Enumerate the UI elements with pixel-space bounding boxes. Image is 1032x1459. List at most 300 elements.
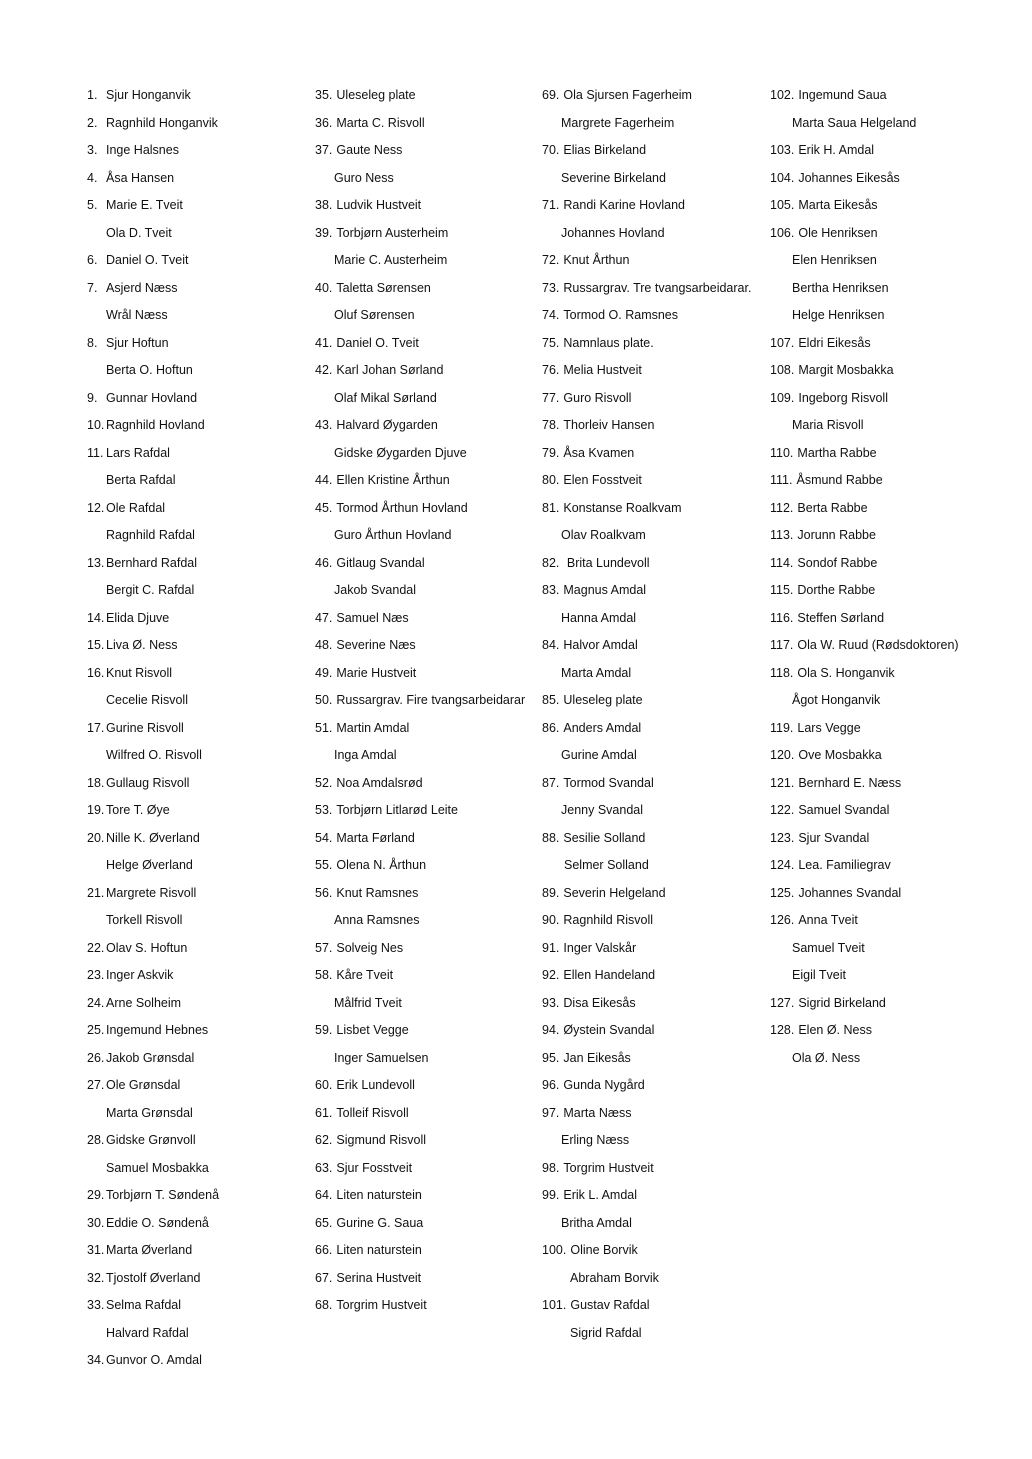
entry-number: 47. [315, 610, 333, 625]
entry-name: Selmer Solland [564, 858, 649, 872]
entry-number: 38. [315, 198, 333, 212]
list-item [542, 196, 757, 214]
list-item [542, 1021, 757, 1039]
list-item [542, 306, 757, 324]
list-item [315, 306, 530, 324]
entry-name: Uleseleg plate [563, 693, 643, 707]
list-item [542, 911, 757, 929]
list-item [315, 1186, 530, 1204]
entry-number: 92. [542, 968, 560, 982]
list-item [770, 114, 985, 132]
entry-name: Jakob Svandal [334, 583, 417, 597]
entry-name: Margit Mosbakka [798, 363, 894, 377]
list-item [315, 1159, 530, 1177]
list-item [315, 471, 530, 489]
list-item [770, 966, 985, 984]
list-item [770, 746, 985, 764]
entry-name: Sigrid Birkeland [798, 995, 886, 1010]
entry-name: Nille K. Øverland [106, 830, 200, 845]
list-item [770, 911, 985, 929]
entry-name: Ola Sjursen Fagerheim [563, 88, 692, 102]
entry-name: Ragnhild Honganvik [106, 115, 218, 130]
entry-number: 103. [770, 143, 795, 157]
list-item [87, 334, 302, 352]
entry-number: 76. [542, 363, 560, 377]
entry-number: 49. [315, 665, 333, 680]
entry-name: Tormod O. Ramsnes [563, 308, 679, 322]
entry-number: 86. [542, 720, 560, 735]
entry-name: Erik H. Amdal [798, 143, 875, 157]
list-item [770, 664, 985, 682]
entry-name: Gitlaug Svandal [336, 555, 425, 570]
entry-number: 84. [542, 638, 560, 652]
entry-name: Jan Eikesås [563, 1050, 631, 1065]
entry-name: Bergit C. Rafdal [106, 583, 195, 597]
list-item [542, 1296, 757, 1314]
entry-number: 27. [87, 1078, 105, 1092]
list-item [87, 114, 302, 132]
entry-name: Ellen Kristine Årthun [336, 473, 450, 487]
entry-number: 24. [87, 995, 105, 1010]
list-item [770, 581, 985, 599]
entry-name: Bernhard E. Næss [798, 775, 902, 790]
entry-name: Elias Birkeland [563, 143, 647, 157]
list-item [770, 636, 985, 654]
list-item [542, 691, 757, 709]
entry-number: 6. [87, 253, 98, 267]
list-item [315, 691, 530, 709]
list-item [315, 1104, 530, 1122]
list-item [770, 251, 985, 269]
entry-name: Johannes Eikesås [798, 170, 900, 185]
list-item [315, 1049, 530, 1067]
entry-number: 80. [542, 473, 560, 487]
entry-name: Gidske Øygarden Djuve [334, 445, 467, 460]
entry-number: 40. [315, 280, 333, 295]
entry-number: 124. [770, 858, 795, 872]
entry-name: Gurine Risvoll [106, 720, 184, 735]
entry-number: 43. [315, 418, 333, 432]
entry-name: Ola S. Honganvik [797, 665, 895, 680]
entry-name: Torbjørn Austerheim [336, 225, 449, 240]
list-item [542, 801, 757, 819]
entry-name: Liva Ø. Ness [106, 638, 178, 652]
entry-number: 22. [87, 940, 105, 955]
entry-name: Tjostolf Øverland [106, 1270, 201, 1285]
list-item [315, 966, 530, 984]
entry-name: Tormod Årthun Hovland [336, 500, 468, 515]
entry-number: 55. [315, 858, 333, 872]
entry-name: Hanna Amdal [561, 610, 637, 625]
list-item [542, 1324, 757, 1342]
list-item [315, 169, 530, 187]
list-item [542, 1159, 757, 1177]
list-item [542, 471, 757, 489]
entry-name: Gunnar Hovland [106, 390, 198, 405]
entry-number: 19. [87, 803, 105, 817]
list-item [87, 196, 302, 214]
list-item [542, 609, 757, 627]
list-item [542, 884, 757, 902]
entry-name: Halvard Øygarden [336, 418, 438, 432]
list-item [542, 1131, 757, 1149]
entry-name: Ragnhild Hovland [106, 418, 205, 432]
entry-number: 3. [87, 143, 98, 157]
entry-number: 75. [542, 335, 560, 350]
entry-number: 44. [315, 473, 333, 487]
entry-name: Severin Helgeland [563, 885, 666, 900]
list-item [87, 499, 302, 517]
list-item [770, 361, 985, 379]
entry-name: Ragnhild Risvoll [563, 913, 654, 927]
list-item [87, 1324, 302, 1342]
list-item [87, 1214, 302, 1232]
entry-number: 89. [542, 885, 560, 900]
list-item [770, 774, 985, 792]
entry-name: Lisbet Vegge [336, 1023, 409, 1037]
entry-name: Oline Borvik [570, 1243, 638, 1257]
list-item [770, 884, 985, 902]
list-item [770, 334, 985, 352]
entry-number: 67. [315, 1270, 333, 1285]
entry-name: Ole Henriksen [798, 225, 878, 240]
entry-number: 18. [87, 775, 105, 790]
entry-name: Berta O. Hoftun [106, 363, 193, 377]
list-item [87, 939, 302, 957]
list-item [542, 664, 757, 682]
entry-number: 111. [770, 473, 793, 487]
entry-name: Russargrav. Tre tvangsarbeidarar. [563, 280, 752, 295]
entry-name: Margrete Fagerheim [561, 115, 675, 130]
entry-name: Erling Næss [561, 1133, 630, 1147]
list-item [315, 774, 530, 792]
list-item [87, 994, 302, 1012]
list-item [87, 581, 302, 599]
entry-number: 110. [770, 445, 794, 460]
entry-name: Guro Risvoll [563, 390, 632, 405]
entry-name: Torgrim Hustveit [563, 1160, 654, 1175]
entry-number: 30. [87, 1215, 105, 1230]
list-item [87, 719, 302, 737]
entry-number: 65. [315, 1215, 333, 1230]
entry-name: Erik Lundevoll [336, 1078, 415, 1092]
list-item [87, 279, 302, 297]
entry-name: Helge Henriksen [792, 308, 885, 322]
list-item [770, 471, 985, 489]
entry-number: 7. [87, 280, 98, 295]
list-item [315, 664, 530, 682]
list-item [87, 609, 302, 627]
list-item [87, 829, 302, 847]
entry-name: Ole Grønsdal [106, 1078, 181, 1092]
entry-name: Halvard Rafdal [106, 1325, 189, 1340]
list-item [87, 856, 302, 874]
entry-number: 58. [315, 968, 333, 982]
entry-name: Marta Næss [563, 1105, 632, 1120]
list-item [315, 86, 530, 104]
list-item [315, 141, 530, 159]
list-item [542, 856, 757, 874]
entry-number: 10. [87, 418, 105, 432]
list-item [542, 1214, 757, 1232]
entry-number: 100. [542, 1243, 567, 1257]
list-item [87, 526, 302, 544]
entry-number: 23. [87, 968, 105, 982]
list-item [87, 911, 302, 929]
list-item [87, 416, 302, 434]
entry-name: Olena N. Årthun [336, 858, 427, 872]
entry-name: Marta Grønsdal [106, 1105, 193, 1120]
entry-number: 69. [542, 88, 560, 102]
entry-number: 105. [770, 198, 795, 212]
list-item [542, 224, 757, 242]
entry-number: 28. [87, 1133, 105, 1147]
entry-name: Dorthe Rabbe [797, 583, 876, 597]
column-3 [542, 86, 757, 1351]
entry-name: Marie C. Austerheim [334, 253, 448, 267]
list-item [770, 939, 985, 957]
list-item [87, 1076, 302, 1094]
list-item [87, 1269, 302, 1287]
list-item [542, 499, 757, 517]
list-item [770, 416, 985, 434]
entry-name: Liten naturstein [336, 1243, 422, 1257]
list-item [542, 1269, 757, 1287]
entry-number: 123. [770, 830, 795, 845]
list-item [87, 1021, 302, 1039]
entry-name: Sigrid Rafdal [570, 1325, 642, 1340]
entry-name: Berta Rafdal [106, 473, 176, 487]
entry-name: Martin Amdal [336, 720, 410, 735]
entry-number: 107. [770, 335, 795, 350]
list-item [770, 306, 985, 324]
entry-number: 125. [770, 885, 795, 900]
entry-name: Anna Tveit [798, 913, 858, 927]
entry-name: Tolleif Risvoll [336, 1105, 409, 1120]
list-item [315, 1076, 530, 1094]
list-item [87, 224, 302, 242]
entry-number: 17. [87, 720, 105, 735]
entry-name: Åsa Kvamen [563, 445, 635, 460]
list-item [315, 911, 530, 929]
list-item [87, 746, 302, 764]
entry-number: 2. [87, 115, 98, 130]
entry-number: 126. [770, 913, 795, 927]
entry-name: Anna Ramsnes [334, 913, 420, 927]
list-item [542, 141, 757, 159]
entry-name: Brita Lundevoll [563, 555, 650, 570]
entry-number: 112. [770, 500, 794, 515]
entry-name: Ragnhild Rafdal [106, 528, 195, 542]
list-item [542, 636, 757, 654]
list-item [315, 746, 530, 764]
entry-name: Eigil Tveit [792, 968, 846, 982]
entry-name: Inger Valskår [563, 940, 637, 955]
entry-name: Samuel Næs [336, 610, 409, 625]
entry-name: Serina Hustveit [336, 1270, 422, 1285]
entry-number: 127. [770, 995, 795, 1010]
entry-name: Thorleiv Hansen [563, 418, 655, 432]
list-item [87, 444, 302, 462]
entry-number: 118. [770, 665, 794, 680]
list-item [542, 774, 757, 792]
entry-name: Marta Saua Helgeland [792, 115, 917, 130]
entry-name: Sondof Rabbe [797, 555, 878, 570]
entry-number: 78. [542, 418, 560, 432]
entry-number: 116. [770, 610, 794, 625]
list-item [315, 196, 530, 214]
entry-name: Tormod Svandal [563, 775, 654, 790]
list-item [315, 279, 530, 297]
list-item [87, 1049, 302, 1067]
entry-name: Inga Amdal [334, 748, 397, 762]
entry-number: 39. [315, 225, 333, 240]
entry-number: 88. [542, 830, 560, 845]
entry-name: Steffen Sørland [797, 610, 885, 625]
entry-name: Gustav Rafdal [570, 1298, 650, 1312]
entry-number: 50. [315, 693, 333, 707]
entry-number: 83. [542, 583, 560, 597]
entry-name: Sjur Honganvik [106, 88, 191, 102]
entry-name: Sjur Svandal [798, 830, 870, 845]
entry-name: Ingeborg Risvoll [798, 390, 888, 405]
entry-name: Ola D. Tveit [106, 225, 172, 240]
list-item [315, 554, 530, 572]
entry-name: Åsmund Rabbe [796, 473, 883, 487]
list-item [542, 1104, 757, 1122]
list-item [87, 86, 302, 104]
list-item [87, 361, 302, 379]
entry-name: Samuel Mosbakka [106, 1160, 209, 1175]
entry-name: Ingemund Saua [798, 88, 887, 102]
entry-name: Arne Solheim [106, 995, 182, 1010]
entry-number: 8. [87, 335, 98, 350]
list-item [542, 279, 757, 297]
list-item [315, 581, 530, 599]
entry-name: Marta Øverland [106, 1243, 193, 1257]
entry-number: 95. [542, 1050, 560, 1065]
list-item [770, 224, 985, 242]
entry-name: Gunvor O. Amdal [106, 1353, 202, 1367]
entry-number: 14. [87, 610, 105, 625]
entry-name: Russargrav. Fire tvangsarbeidarar [336, 693, 526, 707]
entry-name: Magnus Amdal [563, 583, 647, 597]
entry-name: Torbjørn T. Søndenå [106, 1188, 220, 1202]
list-item [770, 526, 985, 544]
entry-name: Gurine G. Saua [336, 1215, 424, 1230]
entry-number: 106. [770, 225, 795, 240]
list-item [542, 1241, 757, 1259]
entry-number: 60. [315, 1078, 333, 1092]
entry-name: Jorunn Rabbe [797, 528, 876, 542]
entry-name: Guro Årthun Hovland [334, 528, 452, 542]
column-2 [315, 86, 530, 1324]
entry-name: Elen Henriksen [792, 253, 877, 267]
list-item [315, 499, 530, 517]
entry-number: 33. [87, 1298, 105, 1312]
list-item [542, 966, 757, 984]
entry-name: Bertha Henriksen [792, 280, 889, 295]
entry-number: 91. [542, 940, 560, 955]
entry-name: Sigmund Risvoll [336, 1133, 427, 1147]
entry-number: 45. [315, 500, 333, 515]
list-item [315, 1269, 530, 1287]
entry-number: 74. [542, 308, 560, 322]
entry-name: Uleseleg plate [336, 88, 416, 102]
entry-number: 59. [315, 1023, 333, 1037]
list-item [87, 636, 302, 654]
list-item [87, 1351, 302, 1369]
entry-number: 42. [315, 363, 333, 377]
entry-number: 32. [87, 1270, 105, 1285]
list-item [542, 939, 757, 957]
list-item [315, 609, 530, 627]
list-item [315, 829, 530, 847]
list-item [315, 884, 530, 902]
entry-name: Lars Rafdal [106, 445, 170, 460]
list-item [315, 114, 530, 132]
list-item [315, 251, 530, 269]
entry-name: Eldri Eikesås [798, 335, 871, 350]
entry-name: Torbjørn Litlarød Leite [336, 803, 458, 817]
entry-name: Knut Ramsnes [336, 885, 419, 900]
entry-number: 31. [87, 1243, 105, 1257]
entry-name: Inger Askvik [106, 968, 174, 982]
list-item [315, 334, 530, 352]
list-item [770, 444, 985, 462]
entry-name: Daniel O. Tveit [336, 335, 419, 350]
list-item [315, 1131, 530, 1149]
entry-number: 115. [770, 583, 794, 597]
entry-number: 104. [770, 170, 795, 185]
list-item [315, 1241, 530, 1259]
entry-name: Britha Amdal [561, 1215, 632, 1230]
entry-name: Åsa Hansen [106, 170, 175, 185]
entry-name: Marie Hustveit [336, 665, 417, 680]
entry-number: 54. [315, 830, 333, 845]
entry-number: 70. [542, 143, 560, 157]
entry-number: 62. [315, 1133, 333, 1147]
list-item [770, 389, 985, 407]
entry-name: Martha Rabbe [797, 445, 877, 460]
entry-name: Gurine Amdal [561, 748, 637, 762]
entry-number: 93. [542, 995, 560, 1010]
entry-name: Johannes Hovland [561, 225, 665, 240]
entry-name: Wilfred O. Risvoll [106, 748, 202, 762]
entry-name: Eddie O. Søndenå [106, 1215, 209, 1230]
entry-number: 97. [542, 1105, 560, 1120]
entry-number: 128. [770, 1023, 795, 1037]
entry-name: Maria Risvoll [792, 418, 864, 432]
list-item [87, 471, 302, 489]
list-item [770, 994, 985, 1012]
list-item [87, 966, 302, 984]
entry-name: Elida Djuve [106, 610, 170, 625]
entry-name: Marie E. Tveit [106, 198, 183, 212]
entry-number: 37. [315, 143, 333, 157]
entry-number: 21. [87, 885, 105, 900]
entry-number: 98. [542, 1160, 560, 1175]
list-item [315, 1214, 530, 1232]
list-item [87, 1186, 302, 1204]
list-item [315, 994, 530, 1012]
entry-number: 16. [87, 665, 105, 680]
list-item [542, 1049, 757, 1067]
entry-name: Olaf Mikal Sørland [334, 390, 437, 405]
entry-number: 117. [770, 638, 794, 652]
list-item [87, 884, 302, 902]
entry-number: 1. [87, 88, 98, 102]
